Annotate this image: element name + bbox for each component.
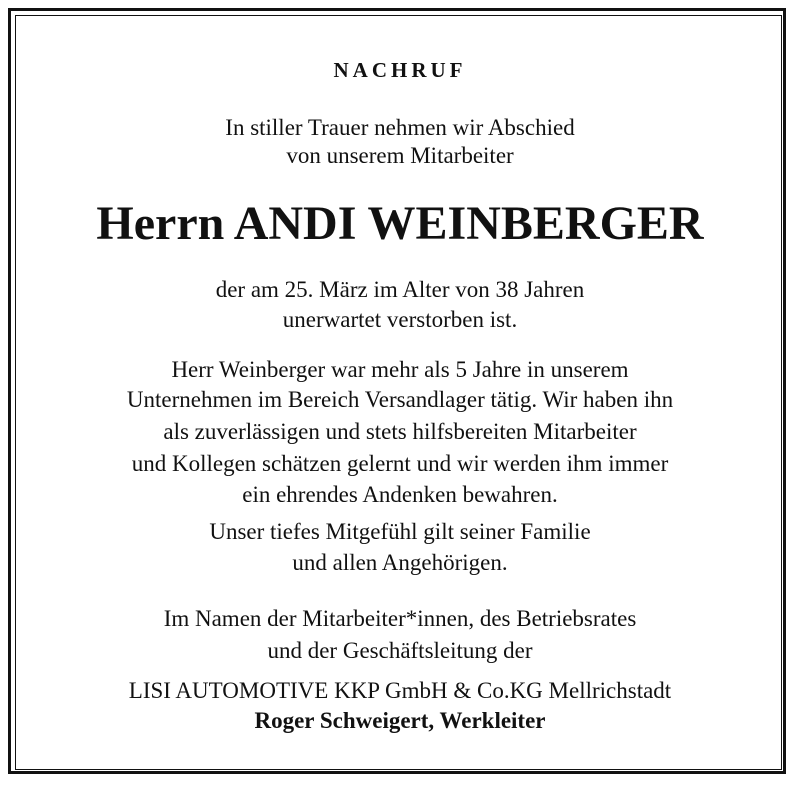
signatory: Roger Schweigert, Werkleiter: [254, 708, 546, 733]
tribute-line-1: Herr Weinberger war mehr als 5 Jahre in unserem: [171, 357, 629, 382]
intro-line-2: von unserem Mitarbeiter: [286, 143, 514, 168]
tribute-line-3: als zuverlässigen und stets hilfsbereiten Mitarbeiter: [163, 419, 637, 444]
company-name: LISI AUTOMOTIVE KKP GmbH & Co.KG Mellrichstadt: [128, 678, 672, 703]
tribute-line-5: ein ehrendes Andenken bewahren.: [242, 482, 558, 507]
condolence-line-2: und allen Angehörigen.: [292, 550, 508, 575]
tribute-line-2: Unternehmen im Bereich Versandlager tätig. Wir haben ihn: [126, 387, 674, 412]
death-info-line-2: unerwartet verstorben ist.: [282, 307, 518, 332]
deceased-name: Herrn ANDI WEINBERGER: [96, 197, 704, 250]
condolence-line-1: Unser tiefes Mitgefühl gilt seiner Familie: [209, 519, 591, 544]
intro-line-1: In stiller Trauer nehmen wir Abschied: [225, 115, 575, 140]
on-behalf-line-1: Im Namen der Mitarbeiter*innen, des Betriebsrates: [163, 606, 637, 631]
tribute-line-4: und Kollegen schätzen gelernt und wir werden ihm immer: [131, 451, 669, 476]
death-info-line-1: der am 25. März im Alter von 38 Jahren: [215, 277, 585, 302]
notice-heading: NACHRUF: [333, 58, 467, 82]
on-behalf-line-2: und der Geschäftsleitung der: [267, 638, 533, 663]
